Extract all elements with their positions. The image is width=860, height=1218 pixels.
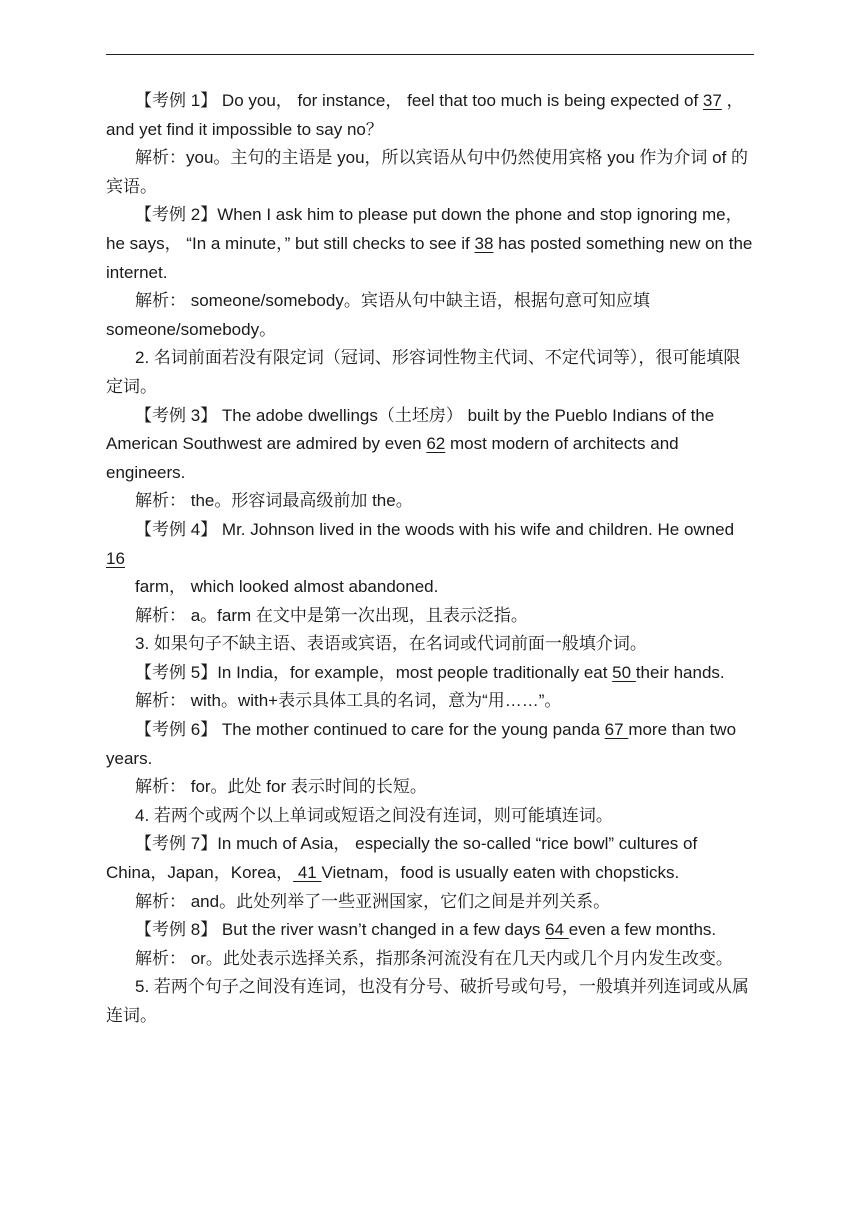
example-8: 【考例 8】 But the river wasn’t changed in a few days 64 even a few months. [135, 920, 717, 940]
blank-62: 62 [426, 434, 446, 454]
example-4-analysis: 解析： a。farm 在文中是第一次出现，且表示泛指。 [135, 605, 528, 625]
example-7: 【考例 7】In much of Asia， especially the so-called “rice bowl” cultures of China，Japan，Korea， 41 Vietnam，food is usually eaten with chopsticks. [106, 834, 698, 883]
header-rule [106, 54, 754, 55]
example-2: 【考例 2】When I ask him to please put down the phone and stop ignoring me， he says， “In a minute，” but still checks to see if 38 has posted something new on the internet. [106, 205, 753, 282]
rule-5: 5. 若两个句子之间没有连词，也没有分号、破折号或句号，一般填并列连词或从属连词。 [106, 977, 749, 1025]
example-8-analysis: 解析： or。此处表示选择关系，指那条河流没有在几天内或几个月内发生改变。 [135, 948, 733, 968]
example-4: 【考例 4】 Mr. Johnson lived in the woods with his wife and children. He owned 16 [106, 519, 735, 568]
blank-50: 50 [612, 662, 636, 682]
example-5: 【考例 5】In India，for example，most people traditionally eat 50 their hands. [135, 662, 725, 682]
example-4-cont: farm， which looked almost abandoned. [135, 577, 439, 597]
example-2-analysis: 解析： someone/somebody。宾语从句中缺主语，根据句意可知应填 someone/somebody。 [106, 291, 650, 339]
blank-67: 67 [604, 720, 629, 740]
blank-16: 16 [106, 548, 125, 568]
rule-2: 2. 名词前面若没有限定词（冠词、形容词性物主代词、不定代词等），很可能填限定词。 [106, 348, 741, 396]
example-7-analysis: 解析： and。此处列举了一些亚洲国家，它们之间是并列关系。 [135, 891, 611, 911]
rule-3: 3. 如果句子不缺主语、表语或宾语，在名词或代词前面一般填介词。 [135, 634, 647, 654]
blank-38: 38 [474, 233, 494, 253]
blank-37: 37 [702, 91, 722, 110]
example-5-analysis: 解析： with。with+表示具体工具的名词，意为“用……”。 [135, 691, 562, 711]
example-3-analysis: 解析： the。形容词最高级前加 the。 [135, 491, 413, 511]
example-1: 【考例 1】 Do you， for instance， feel that too much is being expected of 37 ， and yet find it impossible to say no？ [106, 91, 744, 139]
blank-64: 64 [545, 920, 569, 940]
example-6-analysis: 解析： for。此处 for 表示时间的长短。 [135, 777, 427, 797]
document-body [106, 87, 754, 1031]
example-6: 【考例 6】 The mother continued to care for the young panda 67 more than two years. [106, 720, 737, 768]
example-1-analysis: 解析：you。主句的主语是 you，所以宾语从句中仍然使用宾格 you 作为介词 of 的宾语。 [106, 148, 749, 196]
example-3: 【考例 3】 The adobe dwellings（土坯房） built by the Pueblo Indians of the American Southwest are admired by even 62 most modern of architects and engineers. [106, 405, 715, 482]
blank-41: 41 [293, 863, 322, 883]
rule-4: 4. 若两个或两个以上单词或短语之间没有连词，则可能填连词。 [135, 805, 613, 825]
